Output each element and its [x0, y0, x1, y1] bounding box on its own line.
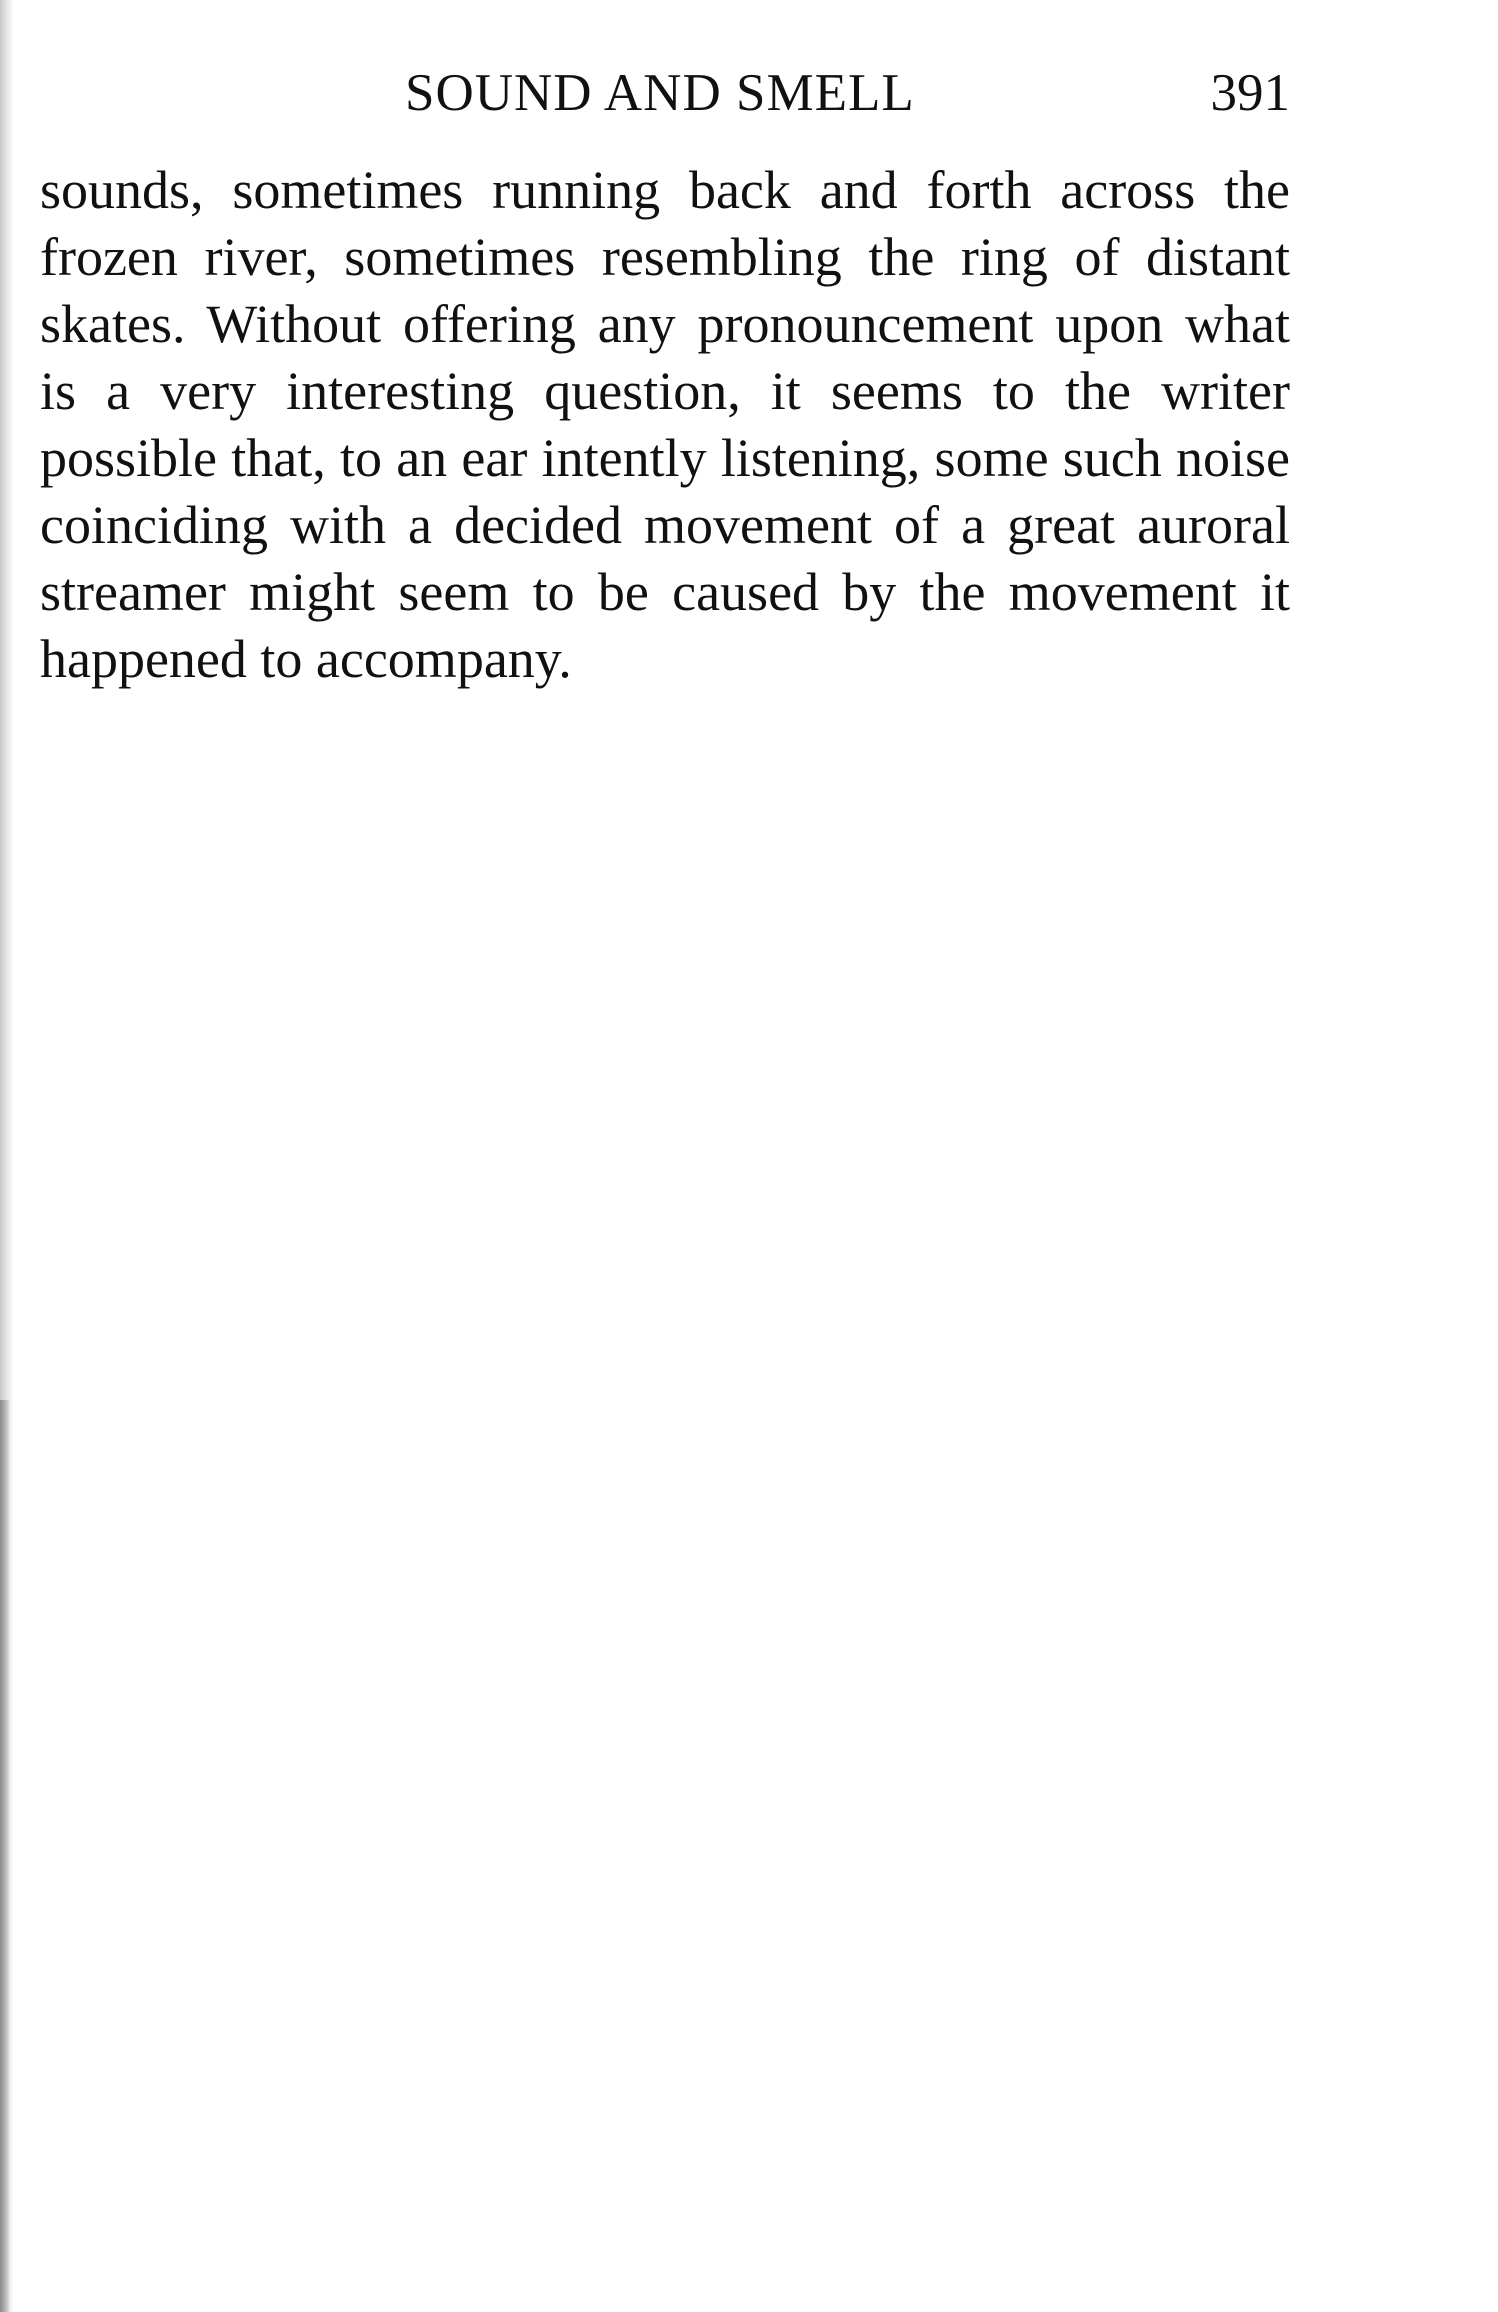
- text-line: coinciding with a decided movement of a great auroral: [40, 495, 1290, 555]
- running-title: SOUND AND SMELL: [405, 64, 915, 122]
- body-paragraph: [40, 157, 1290, 693]
- text-line: skates. Without offering any pronouncement upon what: [40, 294, 1290, 354]
- text-line: streamer might seem to be caused by the movement it: [40, 562, 1290, 622]
- text-line: happened to accompany.: [40, 629, 572, 689]
- text-line: is a very interesting question, it seems to the writer: [40, 361, 1290, 421]
- text-line: frozen river, sometimes resembling the ring of distant: [40, 227, 1290, 287]
- text-line: possible that, to an ear intently listening, some such noise: [40, 428, 1290, 488]
- running-head: [40, 58, 1290, 128]
- page-binding-shadow: [0, 1400, 10, 2312]
- page-number: 391: [1210, 64, 1290, 122]
- text-line: sounds, sometimes running back and forth across the: [40, 160, 1290, 220]
